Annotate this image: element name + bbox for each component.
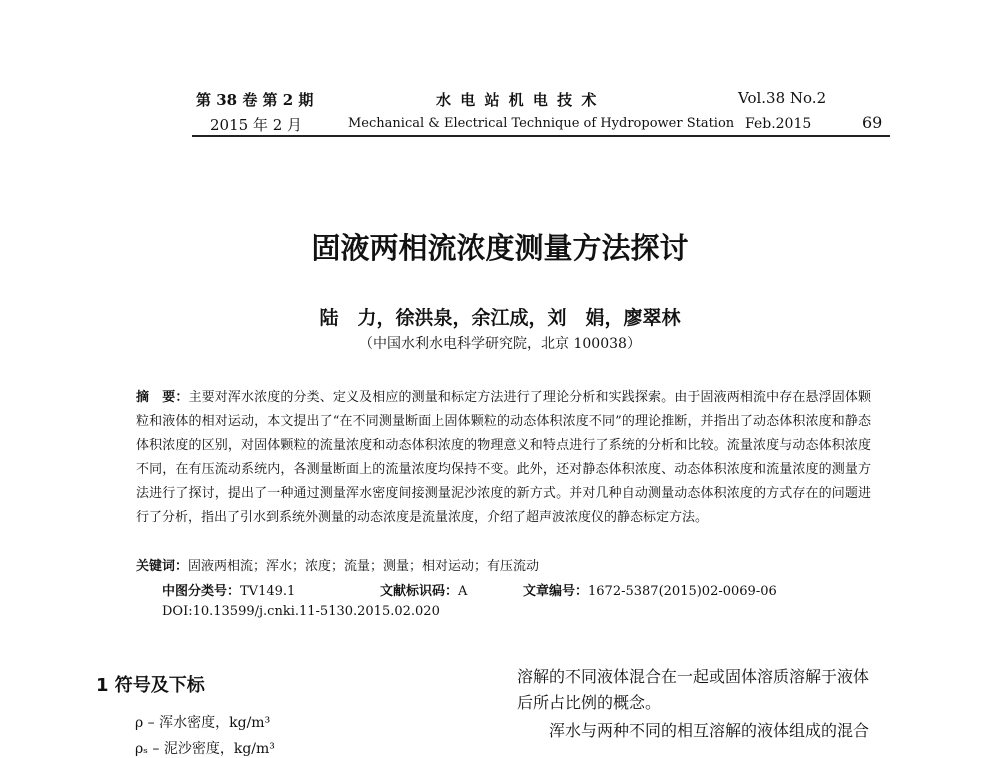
volume-issue-cn: 第 38 卷 第 2 期 bbox=[196, 91, 314, 109]
article-number-value: 1672-5387(2015)02-0069-06 bbox=[588, 584, 777, 599]
abstract bbox=[136, 386, 871, 530]
doc-code-label: 文献标识码： bbox=[380, 584, 459, 599]
symbol-item: ρ – 浑水密度，kg/m³ bbox=[135, 715, 271, 731]
clc-value: TV149.1 bbox=[240, 584, 296, 599]
journal-name-cn: 水 电 站 机 电 技 术 bbox=[436, 91, 599, 109]
symbol-item: ρₛ – 泥沙密度，kg/m³ bbox=[135, 741, 275, 757]
keywords-text: 固液两相流；浑水；浓度；流量；测量；相对运动；有压流动 bbox=[188, 559, 540, 574]
section-heading: 1 符号及下标 bbox=[96, 675, 205, 696]
volume-issue-en: Vol.38 No.2 bbox=[738, 89, 827, 107]
doi: DOI:10.13599/j.cnki.11-5130.2015.02.020 bbox=[162, 604, 440, 619]
header-rule bbox=[192, 135, 890, 137]
doc-code-value: A bbox=[458, 584, 468, 599]
paper-title: 固液两相流浓度测量方法探讨 bbox=[311, 231, 689, 265]
article-number bbox=[523, 580, 777, 599]
body-text-line: 浑水与两种不同的相互溶解的液体组成的混合 bbox=[517, 721, 870, 740]
affiliation: （中国水利水电科学研究院，北京 100038） bbox=[359, 336, 641, 352]
keywords-label: 关键词： bbox=[136, 559, 189, 574]
author-list: 陆 力，徐洪泉，余江成，刘 娟，廖翠林 bbox=[319, 307, 681, 329]
keywords bbox=[136, 555, 539, 574]
date-cn: 2015 年 2 月 bbox=[210, 116, 303, 134]
document-code bbox=[380, 580, 467, 599]
page-number: 69 bbox=[862, 113, 883, 132]
date-en: Feb.2015 bbox=[745, 116, 812, 132]
article-number-label: 文章编号： bbox=[523, 584, 589, 599]
journal-name-en: Mechanical & Electrical Technique of Hydropower Station bbox=[348, 116, 735, 131]
body-text-line: 后所占比例的概念。 bbox=[517, 693, 662, 712]
clc-label: 中图分类号： bbox=[162, 584, 241, 599]
abstract-label: 摘 要： bbox=[136, 390, 189, 405]
body-text-line: 溶解的不同液体混合在一起或固体溶质溶解于液体 bbox=[517, 667, 870, 686]
abstract-text: 主要对浑水浓度的分类、定义及相应的测量和标定方法进行了理论分析和实践探索。由于固液两相流中存在悬浮固体颗粒和液体的相对运动，本文提出了“在不同测量断面上固体颗粒的动态体积浓度不同”的理论推断，并指出了动态体积浓度和静态体积浓度的区别，对固体颗粒的流量浓度和动态体积浓度的物理意义和特点进行了系统的分析和比较。流量浓度与动态体积浓度不同，在有压流动系统内，各测量断面上的流量浓度均保持不变。此外，还对静态体积浓度、动态体积浓度和流量浓度的测量方法进行了探讨，提出了一种通过测量浑水密度间接测量泥沙浓度的新方式。并对几种自动测量动态体积浓度的方式存在的问题进行了分析，指出了引水到系统外测量的动态浓度是流量浓度，介绍了超声波浓度仪的静态标定方法。 bbox=[136, 390, 871, 525]
clc-number bbox=[162, 580, 295, 599]
